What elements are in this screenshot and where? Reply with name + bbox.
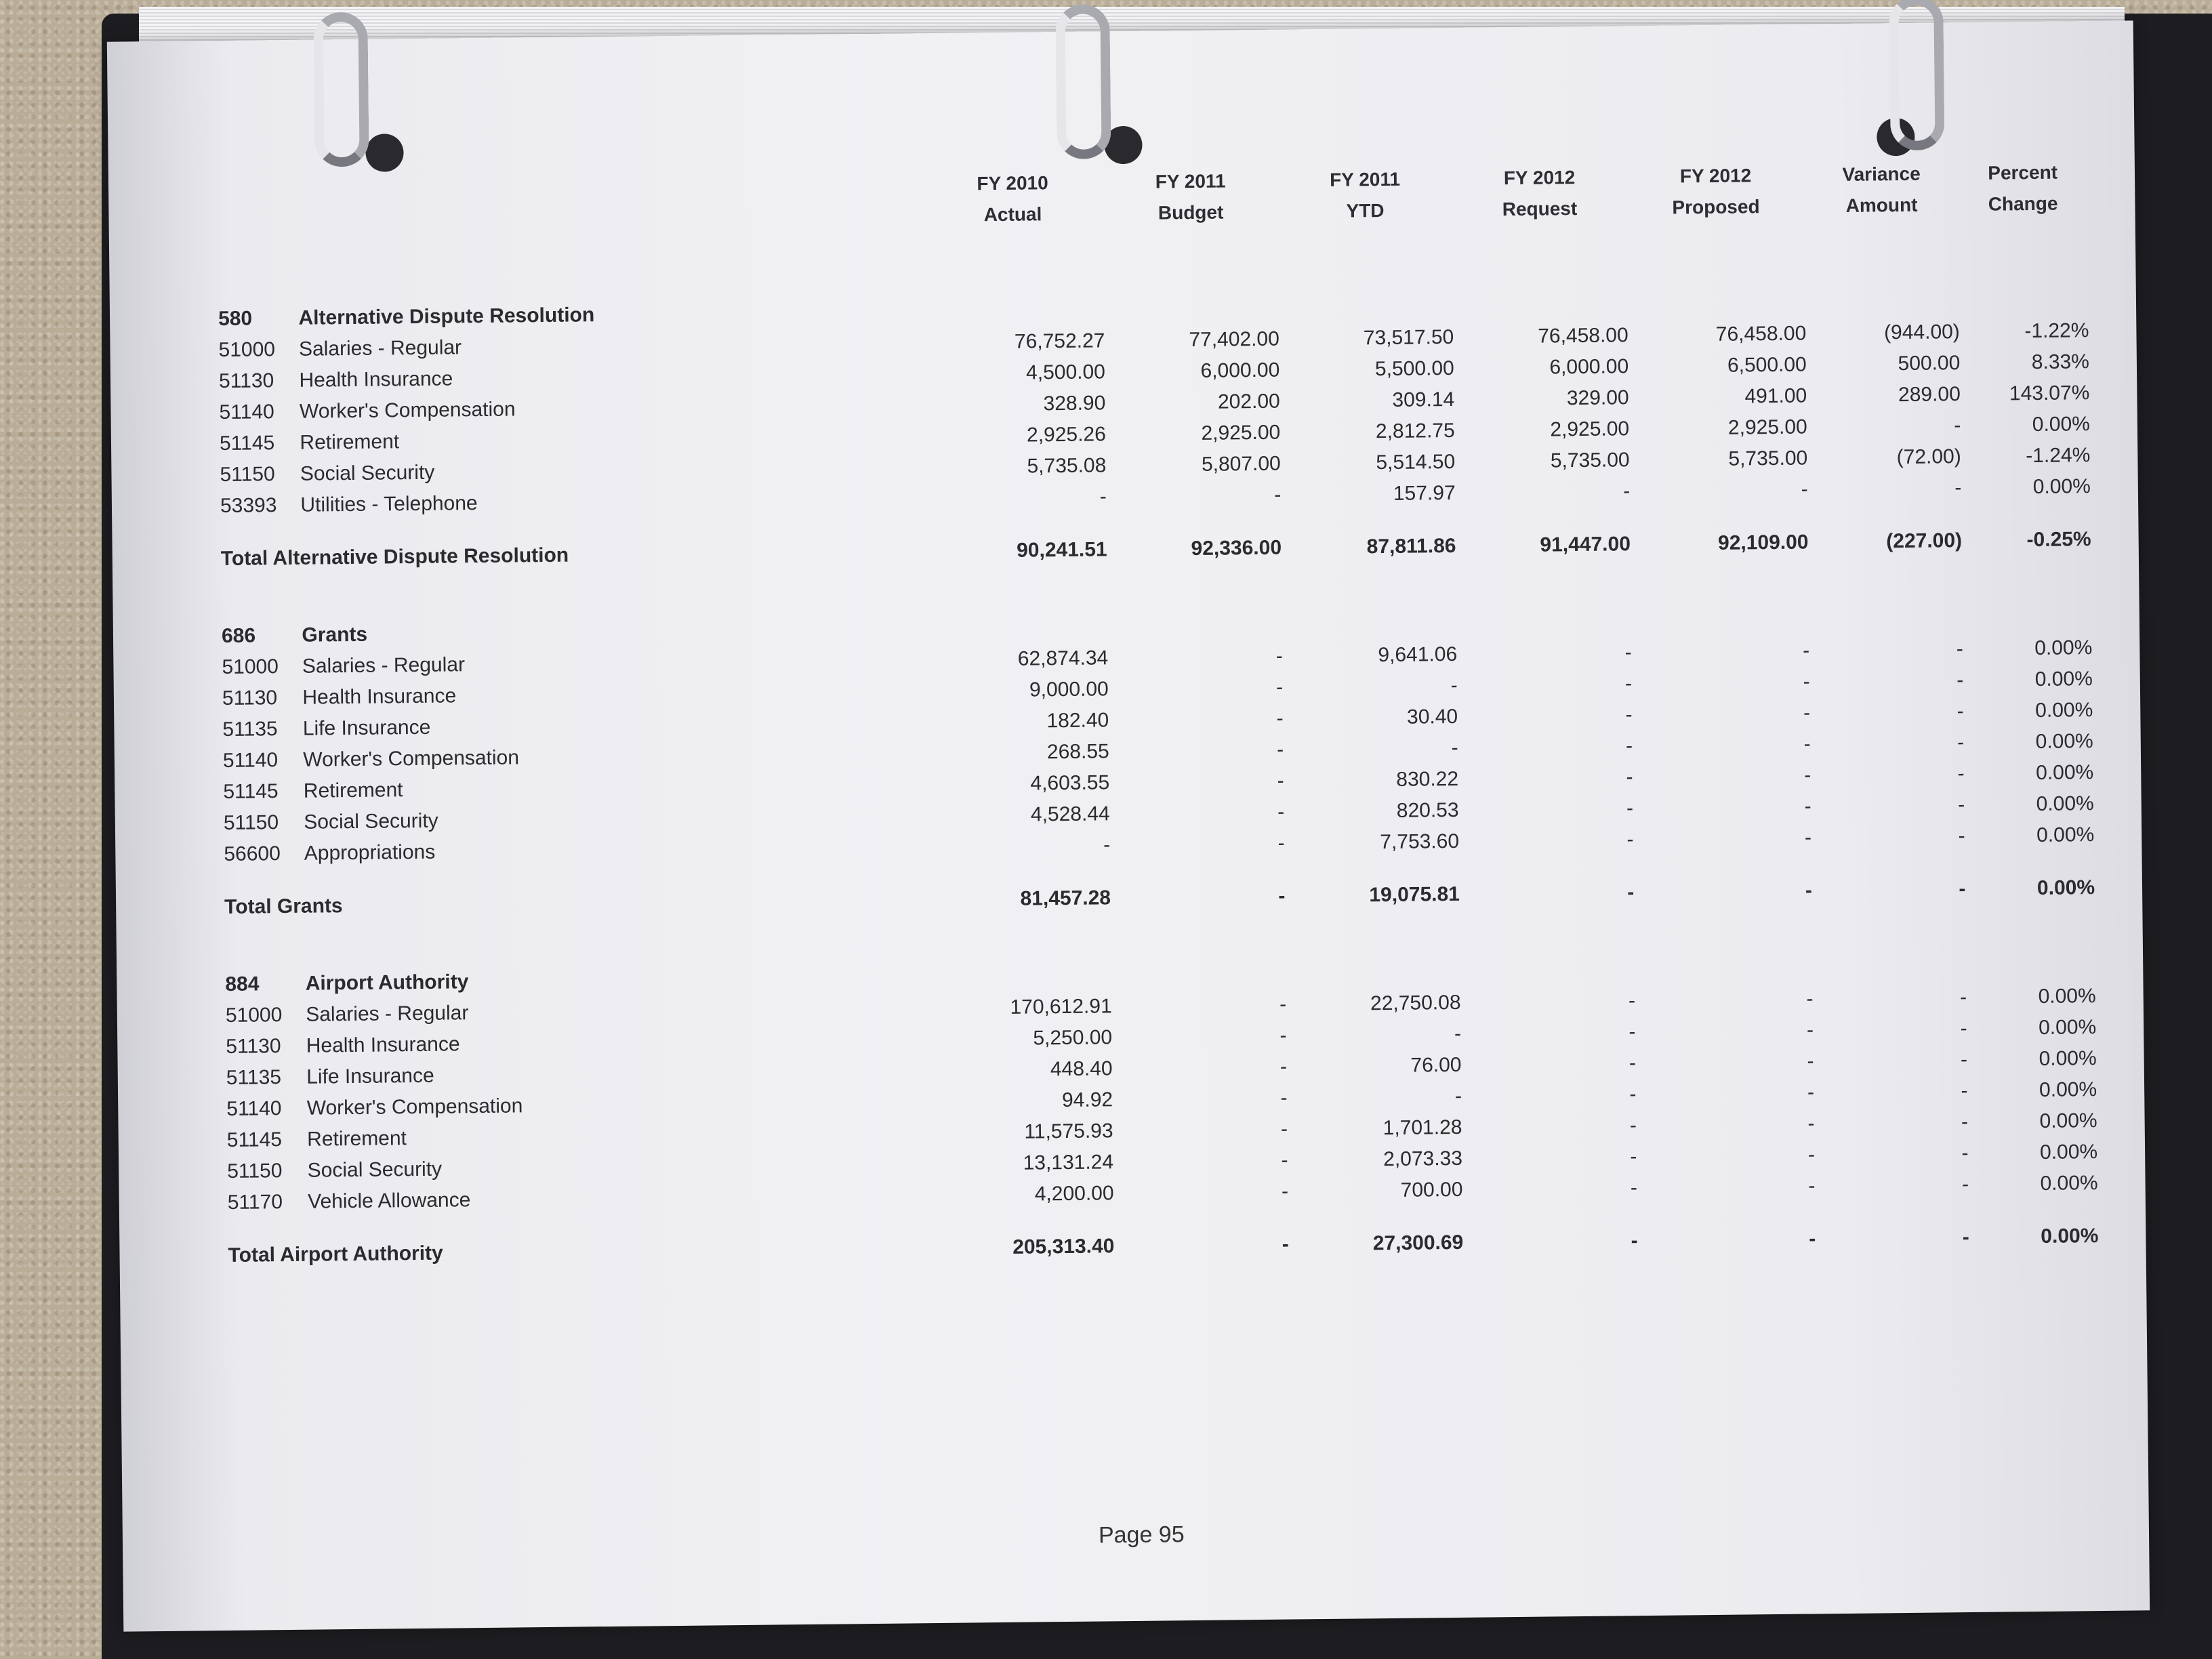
account-name: Worker's Compensation xyxy=(303,746,520,771)
amount-cell: - xyxy=(1277,769,1284,792)
account-name: Vehicle Allowance xyxy=(307,1189,471,1213)
amount-cell: - xyxy=(1630,1145,1637,1168)
amount-cell: - xyxy=(1629,1052,1637,1075)
amount-cell: 0.00% xyxy=(2040,1172,2098,1195)
amount-cell: - xyxy=(1628,989,1636,1012)
total-amount-cell: 81,457.28 xyxy=(1020,886,1111,910)
amount-cell: 170,612.91 xyxy=(1010,995,1112,1019)
budget-page xyxy=(107,20,2150,1631)
amount-cell: - xyxy=(1959,986,1967,1009)
amount-cell: - xyxy=(1280,1118,1288,1141)
account-code: 51150 xyxy=(223,811,279,834)
amount-cell: 6,500.00 xyxy=(1727,353,1807,377)
amount-cell: 5,250.00 xyxy=(1033,1026,1113,1050)
amount-cell: 500.00 xyxy=(1898,352,1961,375)
amount-cell: 2,925.26 xyxy=(1026,423,1106,447)
amount-cell: 9,000.00 xyxy=(1029,678,1109,701)
amount-cell: 0.00% xyxy=(2036,761,2094,784)
amount-cell: 76,752.27 xyxy=(1014,329,1105,353)
amount-cell: - xyxy=(1279,1055,1288,1078)
amount-cell: 9,641.06 xyxy=(1378,642,1458,667)
empty-cell xyxy=(926,587,1108,644)
amount-cell: -1.22% xyxy=(2024,319,2089,343)
amount-cell: - xyxy=(1807,1050,1814,1073)
amount-cell: 329.00 xyxy=(1566,386,1629,410)
total-amount-cell: 0.00% xyxy=(2041,1225,2099,1248)
amount-cell: - xyxy=(1961,1111,1969,1134)
amount-cell: 448.40 xyxy=(1050,1057,1113,1081)
account-code: 51170 xyxy=(227,1191,283,1214)
amount-cell: 289.00 xyxy=(1898,383,1961,407)
column-header: FY 2011 YTD xyxy=(1330,168,1401,222)
amount-cell: 73,517.50 xyxy=(1363,325,1454,350)
account-code: 51000 xyxy=(222,655,279,678)
amount-cell: 5,514.50 xyxy=(1376,450,1456,474)
amount-cell: - xyxy=(1103,834,1111,857)
total-amount-cell: 92,336.00 xyxy=(1191,536,1282,560)
account-code: 51135 xyxy=(226,1066,282,1089)
account-code: 53393 xyxy=(220,494,277,518)
amount-cell: - xyxy=(1958,825,1965,848)
amount-cell: 0.00% xyxy=(2038,1016,2097,1039)
amount-cell: 2,925.00 xyxy=(1550,417,1630,441)
amount-cell: - xyxy=(1454,1022,1462,1045)
amount-cell: - xyxy=(1626,828,1634,851)
section-code: 686 xyxy=(221,624,256,647)
amount-cell: 5,735.08 xyxy=(1027,454,1107,478)
amount-cell: - xyxy=(1957,731,1965,754)
amount-cell: - xyxy=(1957,794,1965,817)
amount-cell: 328.90 xyxy=(1043,392,1106,415)
total-amount-cell: 27,300.69 xyxy=(1372,1231,1464,1255)
amount-cell: - xyxy=(1961,1173,1969,1196)
amount-cell: 0.00% xyxy=(2034,668,2093,691)
amount-cell: - xyxy=(1961,1080,1968,1103)
empty-cell xyxy=(1966,925,2095,982)
amount-cell: 0.00% xyxy=(2032,475,2091,498)
binder-ring-icon xyxy=(1889,0,1944,150)
amount-cell: 6,000.00 xyxy=(1549,355,1629,379)
empty-cell xyxy=(1456,581,1631,639)
column-header: FY 2012 Proposed xyxy=(1672,165,1760,218)
column-header: Variance Amount xyxy=(1842,163,1921,216)
section-name: Alternative Dispute Resolution xyxy=(298,304,595,329)
account-name: Social Security xyxy=(307,1158,443,1182)
amount-cell: 76,458.00 xyxy=(1538,324,1629,348)
account-name: Health Insurance xyxy=(302,684,457,709)
amount-cell: - xyxy=(1280,1086,1288,1109)
account-name: Retirement xyxy=(307,1127,407,1151)
amount-cell: 62,874.34 xyxy=(1017,647,1109,670)
budget-body xyxy=(218,260,2099,1293)
amount-cell: 13,131.24 xyxy=(1023,1151,1114,1174)
amount-cell: 1,701.28 xyxy=(1382,1115,1462,1140)
account-code: 51000 xyxy=(225,1004,283,1027)
amount-cell: 182.40 xyxy=(1046,709,1109,733)
amount-cell: 6,000.00 xyxy=(1200,359,1280,382)
amount-cell: 94.92 xyxy=(1061,1088,1113,1112)
total-label: Total Alternative Dispute Resolution xyxy=(220,544,569,571)
empty-cell xyxy=(1635,928,1813,985)
amount-cell: - xyxy=(1277,832,1285,855)
total-amount-cell: 19,075.81 xyxy=(1369,882,1460,907)
punch-hole-icon xyxy=(365,134,404,172)
empty-cell xyxy=(923,270,1105,327)
amount-cell: - xyxy=(1450,674,1458,697)
amount-cell: - xyxy=(1803,733,1811,756)
account-name: Health Insurance xyxy=(299,367,453,392)
binder-ring-icon xyxy=(313,12,369,167)
account-name: Worker's Compensation xyxy=(306,1094,523,1120)
column-header: FY 2010 Actual xyxy=(977,172,1048,226)
account-name: Life Insurance xyxy=(302,716,431,740)
total-amount-cell: 87,811.86 xyxy=(1366,534,1456,558)
amount-cell: - xyxy=(1801,478,1808,501)
account-code: 51145 xyxy=(226,1128,283,1151)
amount-cell: - xyxy=(1625,735,1633,758)
empty-cell xyxy=(1809,578,1963,635)
amount-cell: - xyxy=(1276,676,1284,699)
amount-cell: 0.00% xyxy=(2035,730,2093,753)
amount-cell: 700.00 xyxy=(1400,1178,1463,1202)
section-code: 580 xyxy=(218,307,253,331)
total-label: Total Airport Authority xyxy=(228,1242,443,1267)
amount-cell: 4,528.44 xyxy=(1030,802,1110,826)
amount-cell: 2,812.75 xyxy=(1375,419,1455,443)
empty-cell xyxy=(1111,934,1286,991)
total-amount-cell: 205,313.40 xyxy=(1012,1235,1115,1258)
budget-table xyxy=(217,157,2099,1293)
amount-cell: 7,753.60 xyxy=(1380,830,1460,854)
amount-cell: 11,575.93 xyxy=(1024,1120,1113,1143)
amount-cell: 268.55 xyxy=(1046,740,1109,764)
empty-cell xyxy=(1282,583,1457,641)
account-name: Social Security xyxy=(304,809,438,834)
amount-cell: 2,925.00 xyxy=(1201,421,1281,445)
amount-cell: 5,500.00 xyxy=(1374,356,1454,381)
amount-cell: - xyxy=(1807,1112,1815,1135)
total-amount-cell: - xyxy=(1962,1226,1969,1249)
empty-cell xyxy=(1286,932,1460,989)
empty-cell xyxy=(1805,261,1959,318)
account-code: 51145 xyxy=(219,432,275,455)
account-code: 56600 xyxy=(224,842,281,865)
empty-cell xyxy=(930,935,1112,993)
page-number: Page 95 xyxy=(1098,1521,1185,1549)
amount-cell: - xyxy=(1281,1180,1289,1203)
amount-cell: - xyxy=(1276,707,1284,730)
account-code: 51130 xyxy=(222,687,278,710)
amount-cell: - xyxy=(1803,639,1810,662)
total-amount-cell: (227.00) xyxy=(1886,529,1963,553)
column-header: FY 2011 Budget xyxy=(1155,170,1226,224)
account-name: Salaries - Regular xyxy=(302,653,466,678)
amount-cell: - xyxy=(1629,1021,1636,1044)
amount-cell: - xyxy=(1454,1084,1462,1107)
amount-cell: - xyxy=(1956,638,1963,661)
account-name: Social Security xyxy=(300,461,435,485)
amount-cell: 0.00% xyxy=(2032,413,2091,436)
total-amount-cell: 92,109.00 xyxy=(1717,531,1809,554)
amount-cell: 76.00 xyxy=(1410,1053,1462,1077)
empty-cell xyxy=(1631,579,1809,637)
amount-cell: - xyxy=(1629,1083,1637,1106)
amount-cell: - xyxy=(1954,414,1961,437)
account-name: Salaries - Regular xyxy=(298,336,462,361)
account-code: 51130 xyxy=(218,369,274,393)
amount-cell: 8.33% xyxy=(2031,350,2090,374)
amount-cell: 0.00% xyxy=(2038,985,2096,1008)
empty-cell xyxy=(1963,577,2092,634)
account-code: 51145 xyxy=(223,780,279,803)
amount-cell: 157.97 xyxy=(1393,481,1456,505)
account-code: 51000 xyxy=(218,338,276,362)
amount-cell: - xyxy=(1803,670,1810,693)
amount-cell: - xyxy=(1629,1114,1637,1137)
amount-cell: - xyxy=(1960,1017,1967,1040)
amount-cell: 820.53 xyxy=(1396,798,1459,822)
amount-cell: - xyxy=(1957,700,1964,723)
empty-cell xyxy=(1107,586,1282,643)
amount-cell: - xyxy=(1957,762,1965,785)
amount-cell: 491.00 xyxy=(1744,384,1807,408)
column-header: Percent Change xyxy=(1988,161,2058,215)
amount-cell: - xyxy=(1451,736,1458,760)
empty-cell xyxy=(1812,926,1966,983)
empty-cell xyxy=(1279,266,1454,324)
amount-cell: - xyxy=(1807,1143,1816,1166)
amount-cell: 4,500.00 xyxy=(1025,361,1106,384)
account-code: 51150 xyxy=(227,1160,283,1183)
account-name: Life Insurance xyxy=(306,1064,434,1088)
amount-cell: 0.00% xyxy=(2036,792,2094,815)
amount-cell: -1.24% xyxy=(2026,444,2091,468)
amount-cell: - xyxy=(1275,644,1283,668)
amount-cell: 0.00% xyxy=(2034,636,2093,659)
amount-cell: 76,458.00 xyxy=(1715,322,1807,346)
amount-cell: - xyxy=(1274,483,1282,506)
empty-cell xyxy=(1453,264,1628,322)
amount-cell: 0.00% xyxy=(2039,1141,2098,1164)
total-amount-cell: - xyxy=(1809,1227,1816,1250)
amount-cell: - xyxy=(1961,1142,1969,1165)
total-amount-cell: -0.25% xyxy=(2026,528,2091,552)
amount-cell: 22,750.08 xyxy=(1370,991,1461,1015)
amount-cell: 143.07% xyxy=(2009,382,2090,405)
account-code: 51130 xyxy=(226,1035,281,1058)
account-name: Retirement xyxy=(303,779,403,802)
amount-cell: - xyxy=(1626,766,1633,789)
amount-cell: 0.00% xyxy=(2039,1078,2097,1101)
account-name: Salaries - Regular xyxy=(306,1002,469,1026)
total-amount-cell: - xyxy=(1627,881,1635,904)
account-code: 51140 xyxy=(219,401,274,424)
amount-cell: - xyxy=(1625,703,1633,726)
account-code: 51140 xyxy=(226,1097,282,1120)
amount-cell: - xyxy=(1626,797,1634,820)
section-code: 884 xyxy=(225,972,260,996)
total-amount-cell: - xyxy=(1631,1229,1638,1252)
column-header: FY 2012 Request xyxy=(1502,167,1578,220)
total-amount-cell: 0.00% xyxy=(2036,876,2095,899)
amount-cell: 2,925.00 xyxy=(1727,415,1807,439)
account-name: Utilities - Telephone xyxy=(300,492,478,516)
account-code: 51140 xyxy=(222,749,279,772)
amount-cell: 0.00% xyxy=(2036,823,2095,846)
empty-cell xyxy=(1959,260,2089,316)
amount-cell: - xyxy=(1803,764,1811,787)
total-amount-cell: 90,241.51 xyxy=(1016,538,1107,562)
amount-cell: 77,402.00 xyxy=(1189,327,1279,352)
amount-cell: 30.40 xyxy=(1406,705,1458,729)
amount-cell: - xyxy=(1807,1081,1815,1104)
amount-cell: - xyxy=(1099,485,1107,508)
empty-cell xyxy=(1460,930,1635,987)
amount-cell: - xyxy=(1954,476,1962,499)
amount-cell: - xyxy=(1277,800,1285,823)
amount-cell: - xyxy=(1624,672,1633,695)
amount-cell: 4,200.00 xyxy=(1034,1182,1114,1206)
amount-cell: - xyxy=(1806,1019,1814,1042)
total-amount-cell: - xyxy=(1282,1233,1289,1256)
amount-cell: - xyxy=(1622,480,1631,503)
account-name: Health Insurance xyxy=(306,1033,460,1057)
account-code: 51150 xyxy=(220,463,275,487)
amount-cell: 0.00% xyxy=(2039,1047,2097,1070)
amount-cell: - xyxy=(1808,1174,1816,1197)
empty-cell xyxy=(1104,268,1279,326)
amount-cell: 309.14 xyxy=(1392,388,1455,411)
amount-cell: 0.00% xyxy=(2039,1109,2097,1132)
amount-cell: - xyxy=(1804,826,1812,849)
amount-cell: - xyxy=(1806,987,1814,1010)
amount-cell: - xyxy=(1803,701,1811,724)
section-name: Airport Authority xyxy=(305,970,469,995)
binder-ring-icon xyxy=(1055,4,1111,159)
amount-cell: (72.00) xyxy=(1896,445,1961,469)
total-amount-cell: - xyxy=(1959,878,1966,901)
total-label: Total Grants xyxy=(224,895,343,918)
column-header-row xyxy=(217,157,2088,279)
amount-cell: 5,807.00 xyxy=(1201,452,1281,476)
total-amount-cell: - xyxy=(1278,884,1286,907)
amount-cell: 830.22 xyxy=(1396,767,1459,791)
amount-cell: 202.00 xyxy=(1217,390,1280,413)
total-amount-cell: - xyxy=(1805,879,1813,902)
amount-cell: 4,603.55 xyxy=(1030,771,1110,795)
amount-cell: - xyxy=(1281,1149,1288,1172)
budget-report xyxy=(217,157,2126,1293)
amount-cell: 0.00% xyxy=(2035,699,2093,722)
account-name: Appropriations xyxy=(304,840,436,865)
amount-cell: - xyxy=(1624,641,1632,664)
amount-cell: 5,735.00 xyxy=(1728,447,1808,470)
amount-cell: - xyxy=(1804,795,1811,818)
amount-cell: - xyxy=(1960,1048,1968,1071)
account-name: Retirement xyxy=(300,430,400,454)
account-name: Worker's Compensation xyxy=(299,398,516,423)
account-code: 51135 xyxy=(222,718,278,741)
amount-cell: 5,735.00 xyxy=(1550,449,1630,472)
amount-cell: - xyxy=(1276,738,1284,761)
amount-cell: - xyxy=(1279,1024,1287,1047)
empty-cell xyxy=(1628,262,1806,320)
amount-cell: - xyxy=(1630,1176,1638,1200)
section-name: Grants xyxy=(302,623,368,647)
amount-cell: 2,073.33 xyxy=(1382,1147,1463,1171)
amount-cell: (944.00) xyxy=(1883,321,1961,344)
total-amount-cell: 91,447.00 xyxy=(1540,533,1631,556)
amount-cell: - xyxy=(1279,993,1287,1016)
amount-cell: - xyxy=(1957,669,1964,692)
